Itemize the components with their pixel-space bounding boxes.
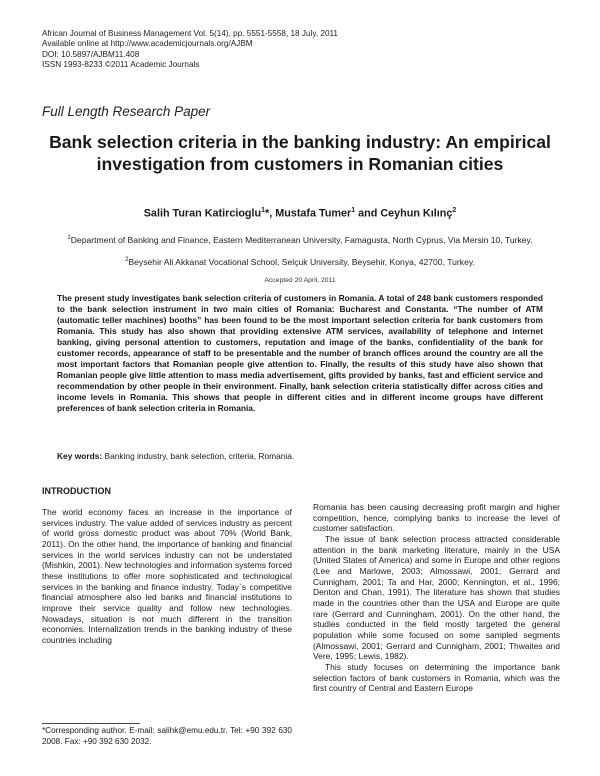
author-1: Salih Turan Katircioglu [143, 207, 262, 220]
left-column [42, 507, 292, 646]
author-separator: and [355, 207, 381, 220]
accepted-date: Accepted 20 April, 2011 [264, 277, 336, 284]
author-3-affil: 2 [452, 207, 457, 214]
paragraph: This study focuses on determining the importance bank selection factors of bank customers in Romania, which was the first country of Central and Eastern Europe [313, 661, 560, 694]
right-column [313, 502, 560, 694]
affiliation-1-text: Department of Banking and Finance, Eastern Mediterranean University, Famagusta, North Cyprus, Via Mersin 10, Turkey. [70, 234, 533, 245]
author-1-affil: 1 [261, 207, 266, 214]
keywords [57, 451, 543, 462]
journal-citation: African Journal of Business Management Vol. 5(14), pp. 5551-5558, 18 July, 2011 [42, 29, 338, 38]
paragraph: The issue of bank selection process attracted considerable attention in the bank marketing literature, mainly in the USA (United States of America) and some in Europe and other regions (Lee and Marlowe, 2003; Almossawi, 2001; Gerrard and Cunnigham, 2001; Ta and Har, 2000; Kennington, et al., 1996; Denton and Chan, 1991). The literature has shown that studies made in the countries other than the USA and Europe are quite rare (Gerrard and Cunningham, 2001). On the other hand, the studies conducted in the field mostly targeted the general population while some focused on some sampled segments (Almossawi, 2001; Gerrard and Cunnigham, 2001; Thwaites and Vere, 1995; Lewis, 1982). [313, 533, 560, 662]
affiliation-2-text: Beysehir Ali Akkanat Vocational School, Selçuk University, Beysehir, Konya, 42700, Turkey. [128, 256, 475, 267]
affiliation-2-mark: 2 [125, 257, 129, 263]
corresponding-mark: * [265, 207, 270, 220]
journal-header [42, 29, 338, 70]
journal-issn: ISSN 1993-8233 ©2011 Academic Journals [42, 59, 200, 69]
journal-doi: DOI: 10.5897/AJBM11.408 [42, 49, 140, 59]
paper-title: Bank selection criteria in the banking industry: An empirical investigation from customers in Romanian cities [49, 132, 551, 174]
author-separator: , [269, 207, 276, 220]
keywords-text: Banking industry, bank selection, criteria, Romania. [102, 451, 295, 461]
author-2: Mustafa Tumer [275, 207, 352, 220]
paragraph: The world economy faces an increase in the importance of services industry. The value added of services industry as percent of world gross domestic product was about 70% (World Bank, 2011). On the other hand, the importance of banking and financial services in the world services industry can not be understated (Mishkin, 2001). New technologies and information systems forced these institutions to offer more sophisticated and technological services in the banking and finance industry. Today`s competitive financial atmosphere also led banks and financial institutions to improve their service quality and follow new technologies. Nowadays, situation is not much different in the transition economies. Internalization trends in the banking industry of these countries including [42, 507, 292, 645]
affiliation-1-mark: 1 [67, 235, 71, 241]
footnote-divider [42, 723, 140, 724]
paragraph: Romania has been causing decreasing profit margin and higher competition, hence, complying banks to increase the level of customer satisfaction. [313, 502, 560, 534]
corresponding-footnote: *Corresponding author. E-mail: salihk@emu.edu.tr. Tel: +90 392 630 2008. Fax: +90 392 630 2032. [42, 726, 292, 746]
keywords-label: Key words: [57, 451, 103, 461]
paper-type: Full Length Research Paper [42, 104, 211, 119]
abstract: The present study investigates bank selection criteria of customers in Romania. A total of 248 bank customers responded to the bank selection instrument in two main cities of Romania: Bucharest and Constanta. “The number of ATM (automatic teller machines) booths” has been found to be the most important selection criteria for bank customers from Romania. This study has also shown that providing extensive ATM services, availability of telephone and internet banking, giving personal attention to customers, reputation and image of the banks, confidentiality of the bank for customer records, appearance of staff to be presentable and the number of branch offices around the country are all the most important factors that Romanian people give attention to. Finally, the results of this study have also shown that Romanian people give little attention to mass media advertisement, gifts provided by banks, fast and efficient service and recommendation by other people in their environment. Finally, bank selection criteria statistically differ across cities and income levels in Romania. This shows that people in different cities and in different income groups have different preferences of bank selection criteria in Romania. [57, 293, 543, 414]
author-3: Ceyhun Kılınç [380, 207, 453, 220]
author-2-affil: 1 [351, 207, 356, 214]
affiliation-1 [40, 233, 560, 245]
affiliation-2 [40, 255, 560, 267]
author-line [40, 207, 560, 220]
section-heading: INTRODUCTION [42, 486, 111, 496]
journal-availability: Available online at http://www.academicjournals.org/AJBM [42, 39, 253, 49]
